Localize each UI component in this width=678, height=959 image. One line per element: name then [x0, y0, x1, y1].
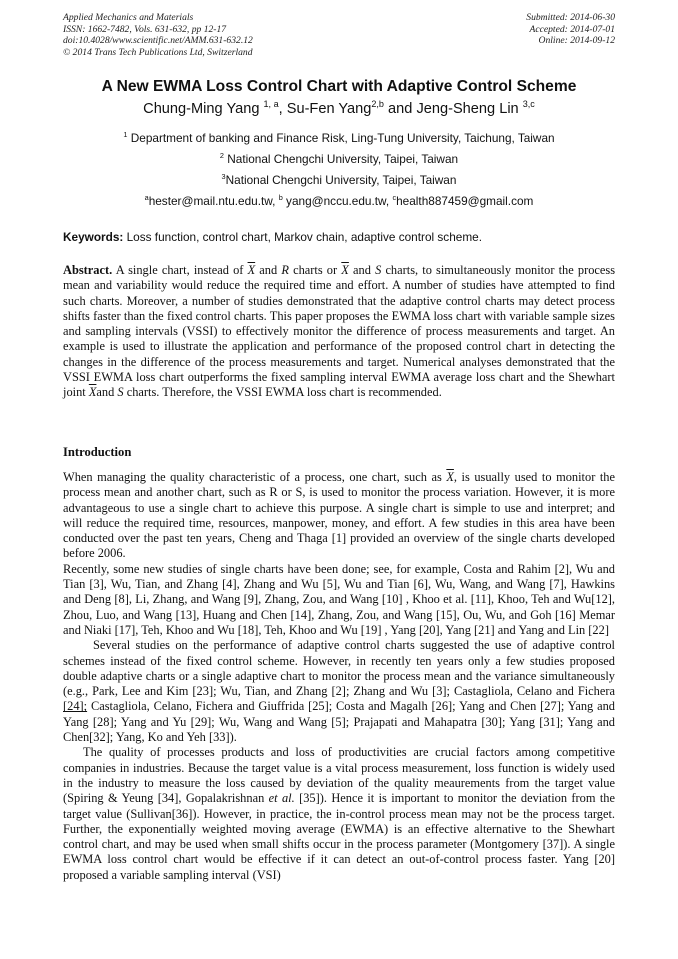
r-symbol: R [281, 263, 289, 277]
journal-name: Applied Mechanics and Materials [63, 12, 194, 23]
abstract-label: Abstract. [63, 263, 113, 277]
citation-link[interactable]: [24]; [63, 699, 88, 714]
author-3-sup: 3,c [522, 99, 535, 110]
author-2: Su-Fen Yang [286, 101, 372, 117]
keywords-text: Loss function, control chart, Markov chain, adaptive control scheme. [126, 230, 482, 244]
online-date: Online: 2014-09-12 [538, 35, 615, 47]
s-symbol: S [375, 263, 382, 277]
author-2-sup: 2,b [371, 99, 384, 110]
intro-paragraph-3: Several studies on the performance of adaptive control charts suggested the use of adaptive control schemes instead of the fixed control scheme. However, in recently ten years only a few studies proposed double adaptive charts or a single adaptive chart to monitor the process mean and the variance simultaneously (e.g., Park, Lee and Kim [23]; Wu, Tian, and Zhang [2]; Zhang and Wu [3]; Castagliola, Celano and Fichera [24]; Castagliola, Celano, Fichera and Giuffrida [25]; Costa and Magalh [26]; Yang and Chen [27]; Yang and Yang [28]; Yang and Yu [29]; Wu, Wang and Wang [5]; Prajapati and Mahapatra [30]; Yang [31]; Yang and Chen[32]; Yang, Ko and Yeh [33]). [63, 638, 615, 745]
keywords [63, 230, 623, 244]
author-1-sup: 1, a [263, 99, 279, 110]
email-a[interactable]: hester@mail.ntu.edu.tw, [148, 194, 276, 208]
xbar-symbol: $\overline{X}$ [247, 263, 256, 277]
introduction-body [63, 470, 615, 883]
xbar-symbol: $\overline{X}$ [446, 470, 454, 484]
abstract: Abstract. A single chart, instead of $\overline{X}$ and R charts or $\overline{X}$ and S charts, to simultaneously monitor the process mean and variability would reduce the required time and effort. A number of studies have attempted to find such charts. Moreover, a number of studies demonstrated that the adaptive control charts may detect process shifts faster than the fixed control charts. This paper proposes the EWMA loss chart with variable sample sizes and sampling intervals (VSSI) to effectively monitor the difference of process measurements and target. An example is used to illustrate the application and performance of the proposed control chart in detecting the changes in the difference of the process measurements and target. Numerical analyses demonstrated that the VSSI EWMA loss chart outperforms the fixed sampling interval EWMA average loss chart and the Shewhart joint $\overline{X}and$ S charts. Therefore, the VSSI EWMA loss chart is recommended. [63, 263, 616, 400]
publication-dates [526, 12, 615, 47]
doi-line: doi:10.4028/www.scientific.net/AMM.631-632.12 [63, 35, 253, 47]
intro-paragraph-4: The quality of processes products and loss of productivities are crucial factors among competitive companies in industries. Because the target value is a vital process measurement, loss function is widely used in the industry to measure the loss caused by deviation of the quality meaurements from the target value (Spiring & Yeung [34], Gopalakrishnan et al. [35]). Hence it is important to monitor the deviation from the target value (Sullivan[36]). However, in practice, the in-control process mean may not be the process target. Further, the exponentially weighted moving average (EWMA) is an effective alternative to the Shewhart control chart, and may be used when small shifts occur in the process parameter (Montgomery [37]). A single EWMA loss control chart would be effective if it can detect an out-of-control process faster. Yang [20] proposed a variable sampling interval (VSI) [63, 745, 615, 882]
issn-line: ISSN: 1662-7482, Vols. 631-632, pp 12-17 [63, 23, 227, 35]
email-line: $^a$hester@mail.ntu.edu.tw, $^b$ yang@nccu.edu.tw, $^c$health887459@gmail.com [144, 193, 534, 208]
xbar-symbol: $\overline{X}$ [88, 385, 97, 400]
submitted-date: Submitted: 2014-06-30 [526, 12, 615, 23]
journal-info [63, 12, 253, 58]
affiliation-1: $^1$ Department of banking and Finance Risk, Ling-Tung University, Taichung, Taiwan [123, 130, 555, 145]
email-c[interactable]: health887459@gmail.com [396, 194, 534, 208]
paper-title: A New EWMA Loss Control Chart with Adaptive Control Scheme [101, 78, 577, 95]
accepted-date: Accepted: 2014-07-01 [529, 23, 615, 35]
intro-paragraph-1: When managing the quality characteristic of a process, one chart, such as $\overline{X}$, is usually used to monitor the process mean and another chart, such as R or S, is used to monitor the process variation. However, it is more advantageous to use a single chart to achieve this purpose. A single chart is simple to use and interpret; and will reduce the required time, resources, manpower, money, and effort. A few studies in this area have been conducted over the past ten years, Cheng and Thaga [1] provided an overview of the single charts developed before 2006. [63, 470, 615, 561]
affiliation-2: $^2$ National Chengchi University, Taipei, Taiwan [219, 151, 459, 166]
affiliation-3: $^3$National Chengchi University, Taipei, Taiwan [221, 172, 457, 187]
copyright-line: © 2014 Trans Tech Publications Ltd, Switzerland [63, 46, 253, 58]
intro-paragraph-2: Recently, some new studies of single charts have been done; see, for example, Costa and Rahim [2], Wu and Tian [3], Wu, Tian, and Zhang [4], Zhang and Wu [5], Wu and Tian [6], Wu, Wang, and Wang [7], Hawkins and Deng [8], Li, Zhang, and Wang [9], Zhang, Zou, and Wang [10] , Khoo et al. [11], Khoo, Teh and Wu[12], Zhou, Luo, and Wang [13], Huang and Chen [14], Zhang, Zou, and Wang [15], Ou, Wu, and Goh [16] Memar and Niaki [17], Teh, Khoo and Wu [18], Teh, Khoo and Wu [19] , Yang [20], Yang [21] and Yang and Lin [22] [63, 561, 615, 637]
xbar-symbol: $\overline{X}$ [341, 263, 349, 277]
section-heading-introduction: Introduction [63, 445, 132, 459]
s-symbol: S [117, 385, 124, 400]
keywords-label: Keywords: [63, 230, 124, 244]
author-list: Chung-Ming Yang $^{1, a}$, Su-Fen Yang$^{2,b}$ and Jeng-Sheng Lin $^{3,c}$ [143, 99, 535, 117]
author-1: Chung-Ming Yang [143, 101, 260, 117]
author-and: and [388, 101, 413, 117]
email-b[interactable]: yang@nccu.edu.tw, [286, 194, 390, 208]
author-3: Jeng-Sheng Lin [416, 101, 519, 117]
